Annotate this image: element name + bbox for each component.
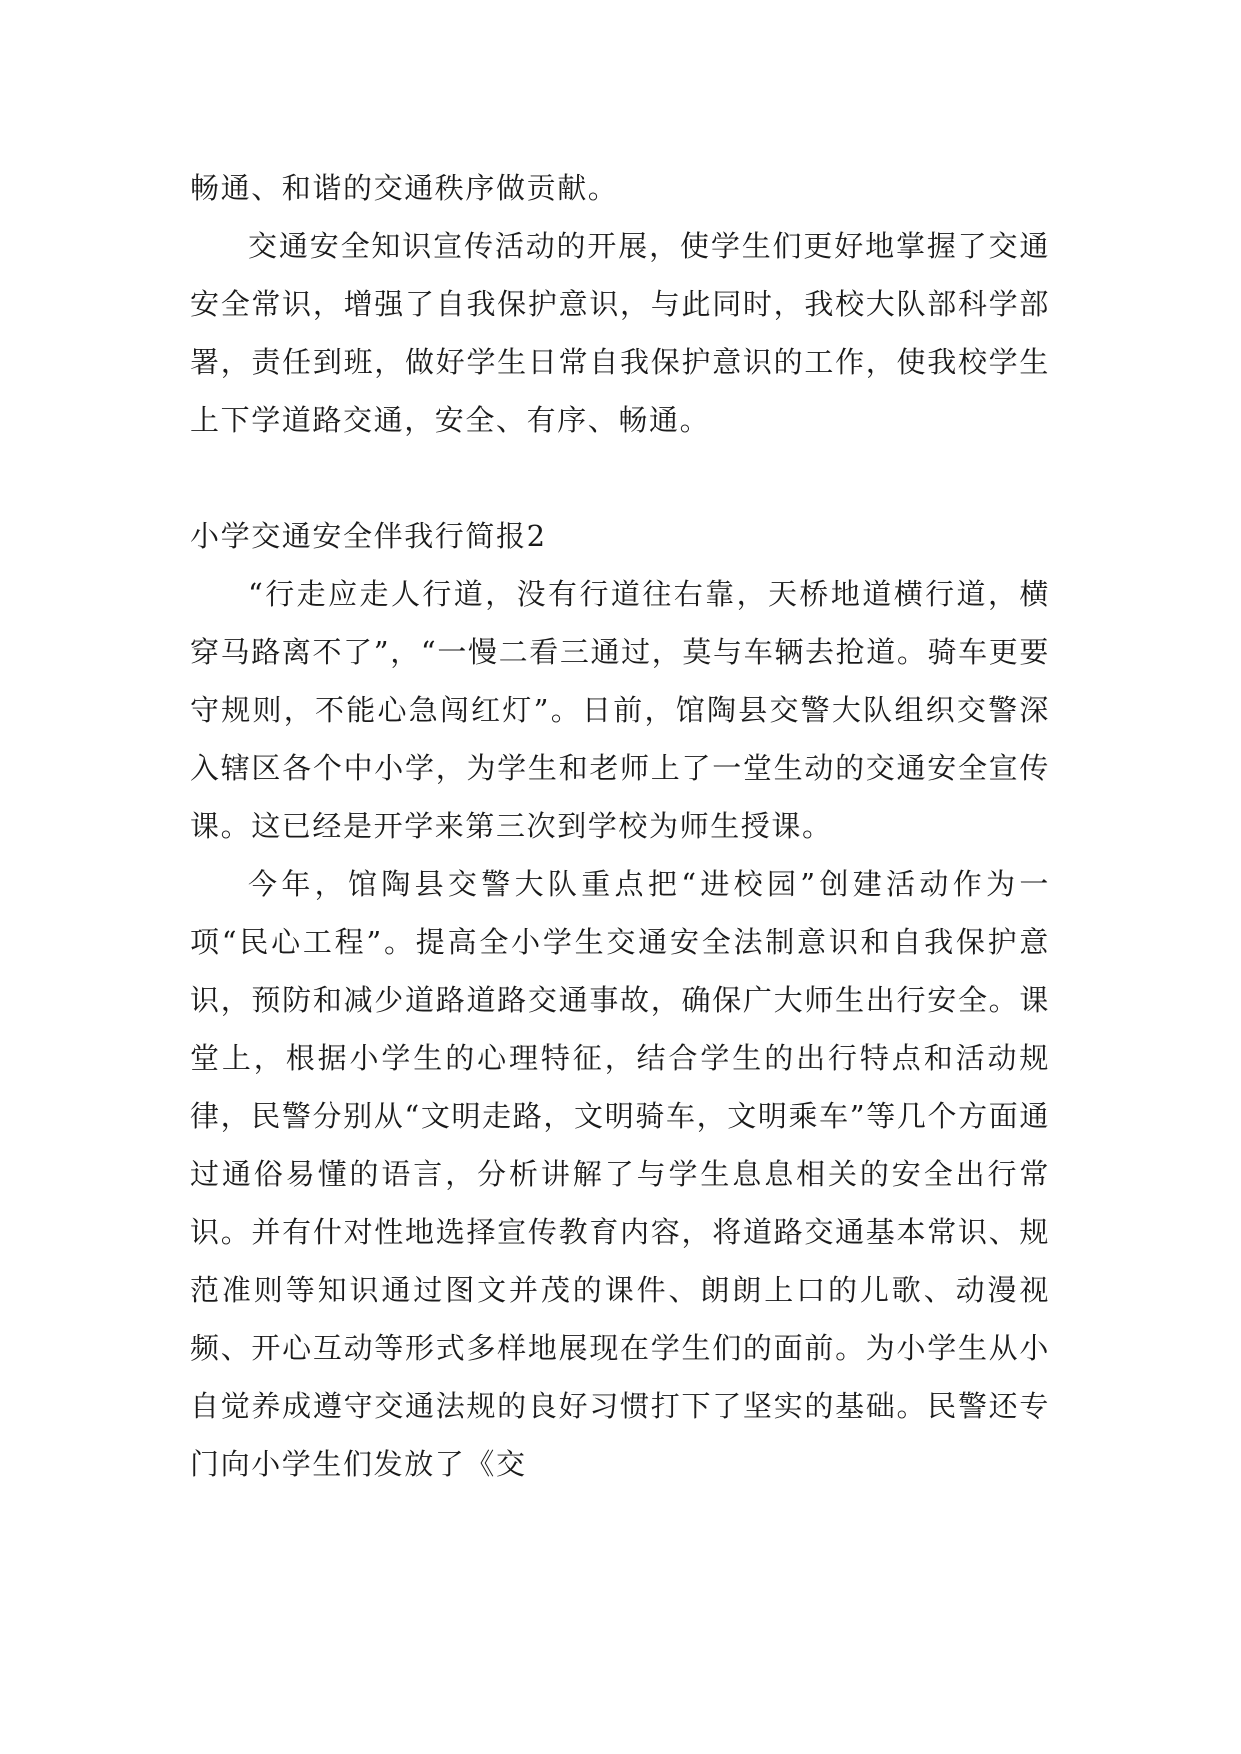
section-heading: 小学交通安全伴我行简报2 (190, 519, 547, 553)
paragraph-activity-summary: 交通安全知识宣传活动的开展，使学生们更好地掌握了交通安全常识，增强了自我保护意识，与此同时，我校大队部科学部署，责任到班，做好学生日常自我保护意识的工作，使我校学生上下学道路交通，安全、有序、畅通。 (190, 229, 1050, 437)
document-body (190, 159, 1050, 1493)
paragraph-slogan: “行走应走人行道，没有行道往右靠，天桥地道横行道，横穿马路离不了”，“一慢二看三通过，莫与车辆去抢道。骑车更要守规则，不能心急闯红灯”。日前，馆陶县交警大队组织交警深入辖区各个中小学，为学生和老师上了一堂生动的交通安全宣传课。这已经是开学来第三次到学校为师生授课。 (190, 577, 1050, 843)
section-spacer (190, 449, 1050, 507)
paragraph-campaign: 今年，馆陶县交警大队重点把“进校园”创建活动作为一项“民心工程”。提高全小学生交通安全法制意识和自我保护意识，预防和减少道路道路交通事故，确保广大师生出行安全。课堂上，根据小学生的心理特征，结合学生的出行特点和活动规律，民警分别从“文明走路，文明骑车，文明乘车”等几个方面通过通俗易懂的语言，分析讲解了与学生息息相关的安全出行常识。并有什对性地选择宣传教育内容，将道路交通基本常识、规范准则等知识通过图文并茂的课件、朗朗上口的儿歌、动漫视频、开心互动等形式多样地展现在学生们的面前。为小学生从小自觉养成遵守交通法规的良好习惯打下了坚实的基础。民警还专门向小学生们发放了《交 (190, 867, 1050, 1481)
paragraph-continuation: 畅通、和谐的交通秩序做贡献。 (190, 171, 619, 205)
